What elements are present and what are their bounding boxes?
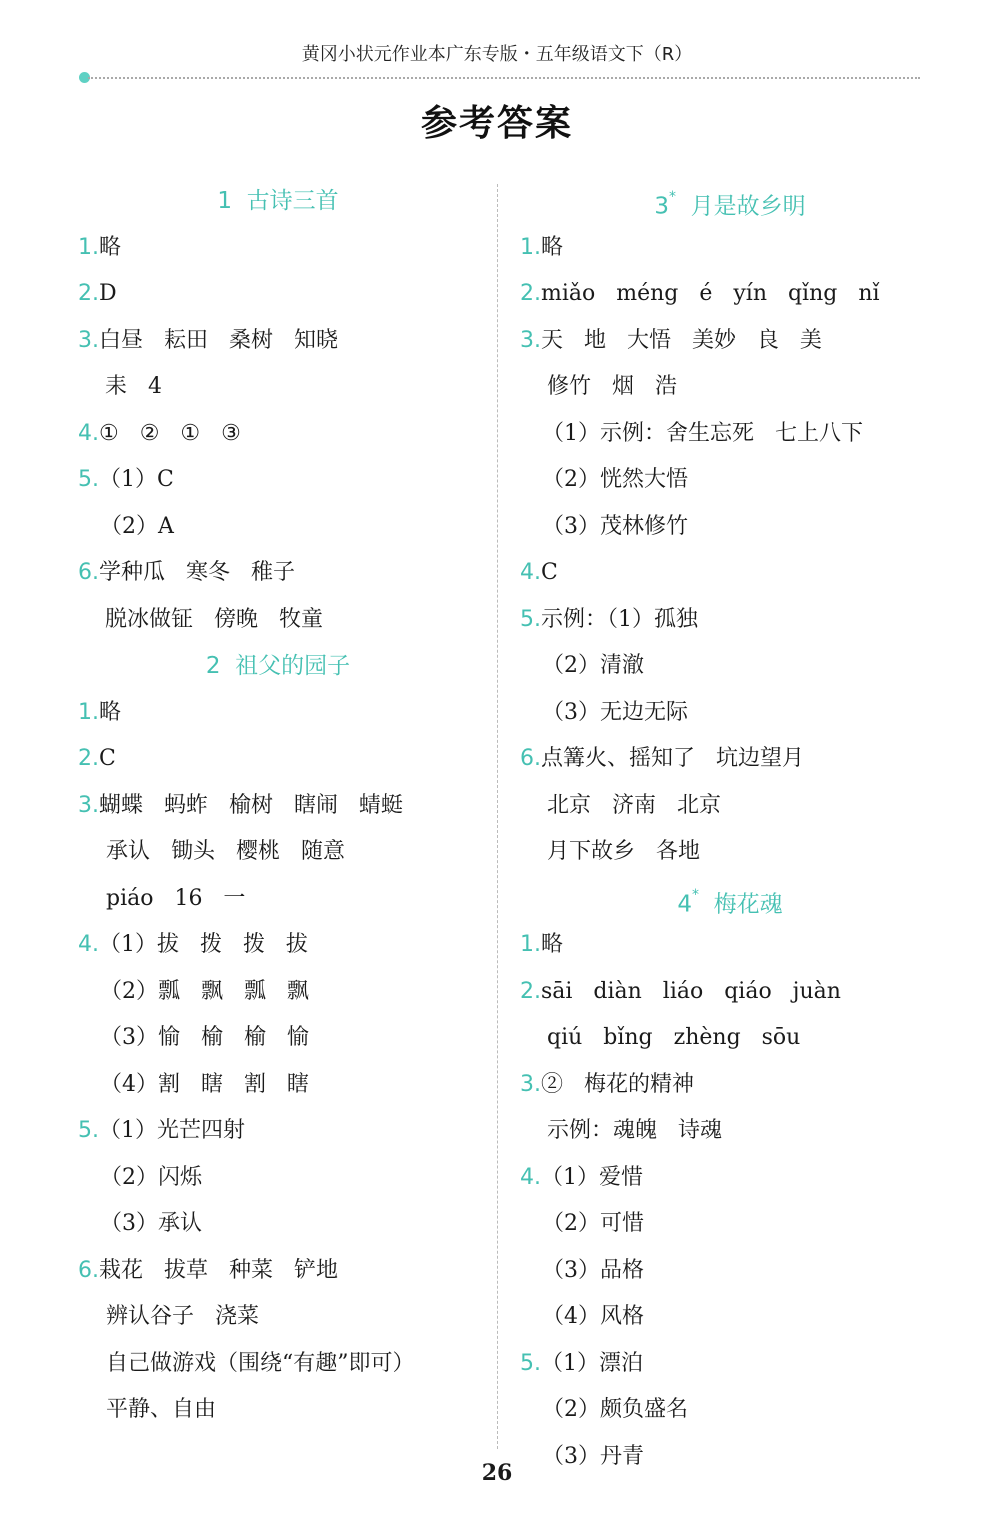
section-title-3: 3* 月是故乡明	[654, 189, 806, 220]
section-title-2: 2 祖父的园子	[205, 653, 351, 679]
left-column	[78, 178, 478, 1434]
answer-line: 2.sāi diàn liáo qiáo juàn	[520, 978, 841, 1004]
section-title-4: 4* 梅花魂	[677, 886, 783, 918]
answer-line: （3）无边无际	[542, 699, 688, 725]
answer-line: 5.示例：（1）孤独	[520, 606, 698, 632]
answer-line: （3）承认	[100, 1211, 202, 1236]
answer-line: 5.（1）漂泊	[520, 1350, 643, 1376]
answer-line: 耒 4	[105, 374, 162, 399]
answer-line: 北京 济南 北京	[547, 792, 721, 818]
right-column	[520, 178, 940, 1480]
answer-line: 辨认谷子 浇菜	[106, 1304, 259, 1329]
answer-line: qiú bǐng zhèng sōu	[547, 1025, 801, 1050]
answer-line: （3）丹青	[542, 1443, 644, 1469]
answer-line: 脱冰做钲 傍晚 牧童	[105, 606, 323, 632]
answer-line: （3）愉 榆 榆 愉	[100, 1025, 309, 1050]
answer-line: （2）清澈	[542, 653, 644, 678]
answer-line: 6.栽花 拔草 种菜 铲地	[78, 1257, 338, 1283]
answer-line: 承认 锄头 樱桃 随意	[106, 839, 345, 864]
answer-line: （2）瓢 飘 瓢 飘	[100, 978, 309, 1004]
answer-line: （1）示例：舍生忘死 七上八下	[542, 420, 863, 446]
answer-line: 6.点篝火、摇知了 坑边望月	[520, 746, 804, 771]
answer-line: 2.C	[78, 746, 116, 771]
answer-line: 4.（1）爱惜	[520, 1164, 643, 1190]
answer-line: 1.略	[78, 234, 122, 260]
answer-line: 示例：魂魄 诗魂	[547, 1118, 722, 1143]
answer-line: （2）恍然大悟	[542, 467, 688, 492]
column-divider	[497, 184, 498, 1449]
page-title: 参考答案	[420, 103, 573, 144]
answer-line: 4.（1）拔 拨 拨 拔	[78, 932, 308, 957]
answer-line: （2）闪烁	[100, 1164, 202, 1190]
answer-line: （3）品格	[542, 1257, 644, 1283]
answer-line: 3.白昼 耘田 桑树 知晓	[78, 327, 338, 353]
answer-line: 月下故乡 各地	[547, 839, 700, 864]
answer-line: （2）可惜	[542, 1211, 644, 1236]
answer-line: 1.略	[520, 932, 564, 957]
answer-line: 6.学种瓜 寒冬 稚子	[78, 560, 295, 585]
answer-line: 1.略	[520, 234, 564, 260]
answer-line: （2）颇负盛名	[542, 1397, 688, 1422]
answer-line: （4）割 瞎 割 瞎	[100, 1071, 309, 1097]
header-dotted-rule	[88, 77, 920, 79]
answer-line: 3.天 地 大悟 美妙 良 美	[520, 327, 822, 353]
answer-line: 4.C	[520, 560, 558, 585]
answer-line: 1.略	[78, 699, 122, 725]
running-header: 黄冈小状元作业本广东专版・五年级语文下（R）	[301, 44, 693, 65]
answer-line: piáo 16 一	[106, 885, 246, 911]
answer-line: 4.① ② ① ③	[78, 420, 241, 446]
answer-line: 平静、自由	[106, 1397, 217, 1422]
section-title-1: 1 古诗三首	[217, 188, 339, 214]
page-number: 26	[481, 1460, 513, 1486]
answer-line: 2.miǎo méng é yín qǐng nǐ	[520, 281, 880, 306]
answer-line: 修竹 烟 浩	[547, 374, 677, 399]
answer-line: 3.蝴蝶 蚂蚱 榆树 瞎闹 蜻蜓	[78, 792, 403, 818]
answer-line: （3）茂林修竹	[542, 513, 688, 539]
answer-line: （2）A	[100, 513, 174, 539]
answer-line: 自己做游戏（围绕“有趣”即可）	[106, 1350, 415, 1376]
answer-line: （4）风格	[542, 1304, 644, 1329]
answer-line: 5.（1）C	[78, 467, 174, 492]
answer-line: 2.D	[78, 281, 117, 306]
answer-line: 3.② 梅花的精神	[520, 1071, 694, 1097]
answer-line: 5.（1）光芒四射	[78, 1118, 245, 1143]
